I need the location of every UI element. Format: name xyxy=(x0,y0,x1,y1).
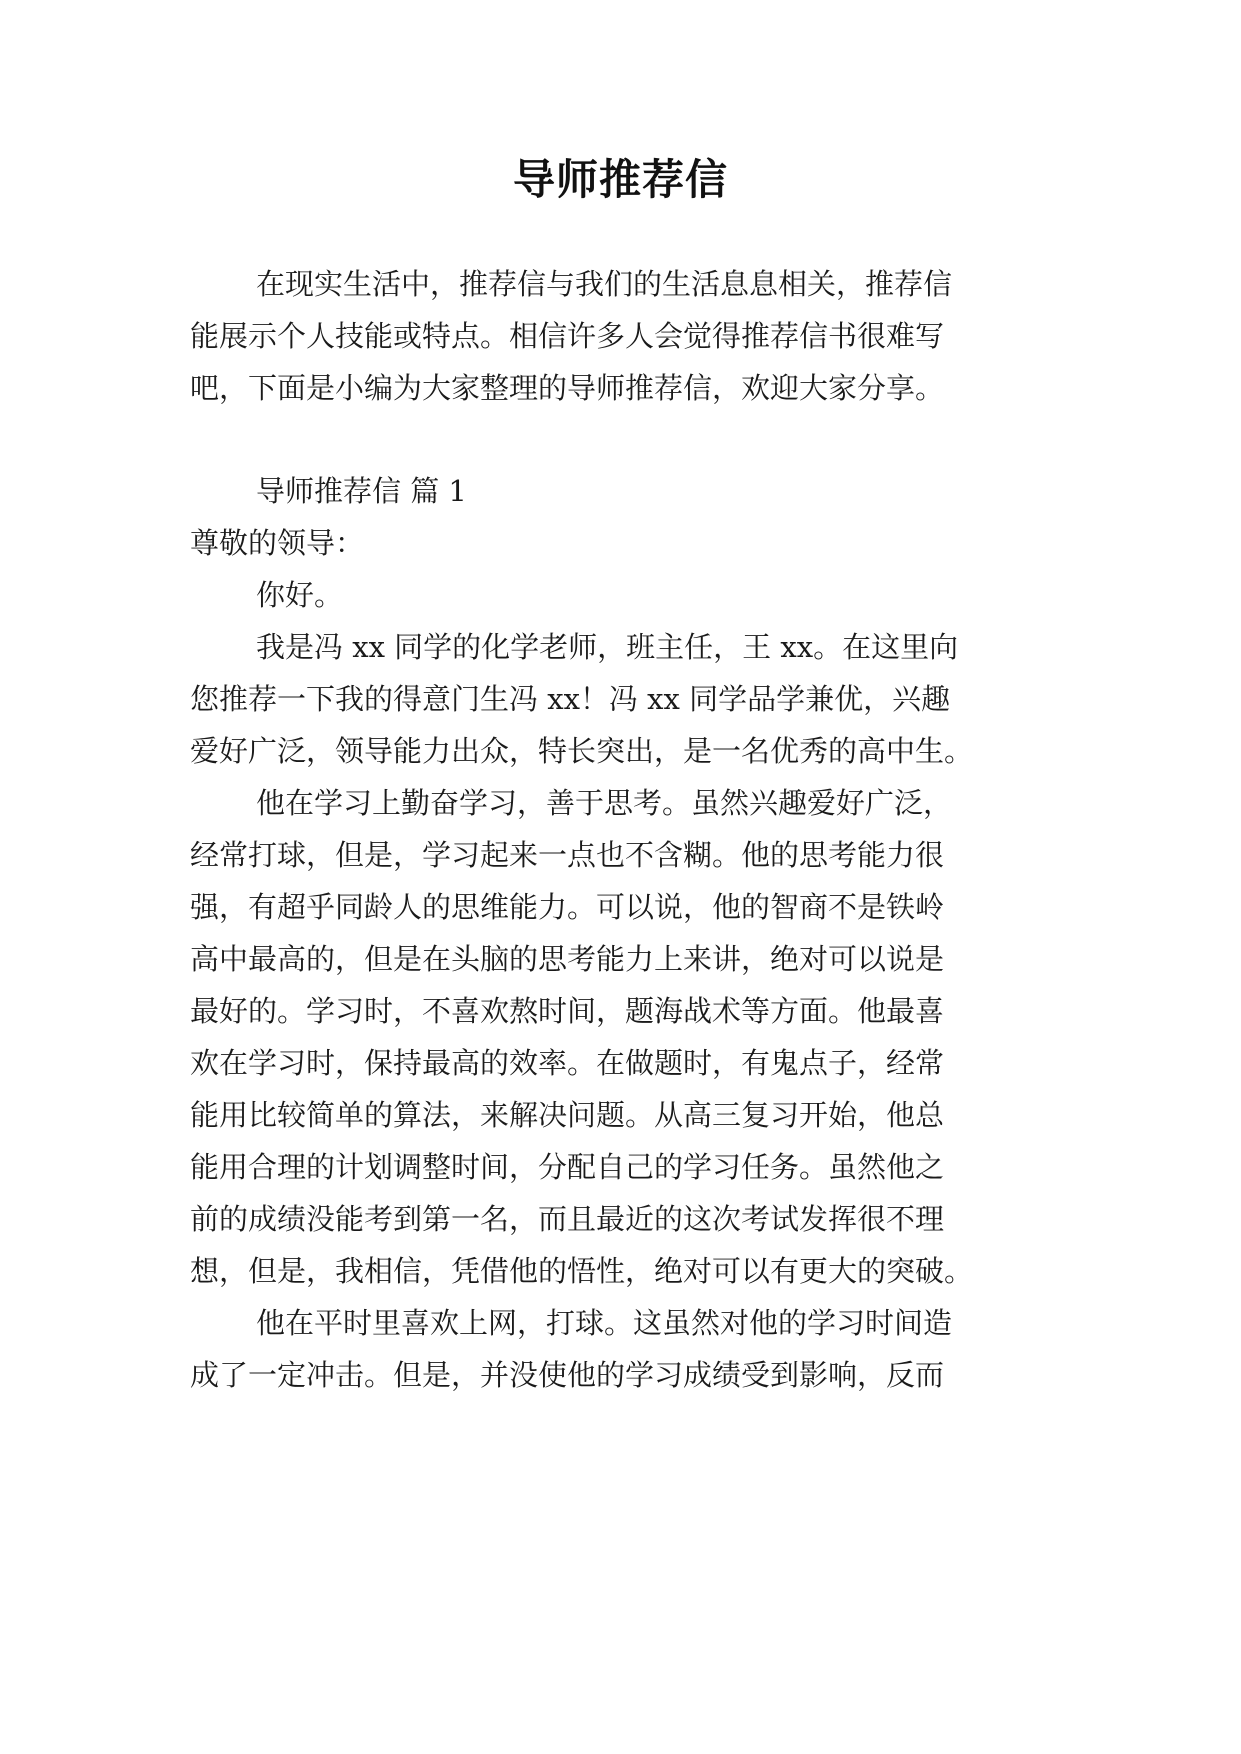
paragraph-line: 想，但是，我相信，凭借他的悟性，绝对可以有更大的突破。 xyxy=(190,1254,974,1288)
paragraph-line: 您推荐一下我的得意门生冯 xx！冯 xx 同学品学兼优，兴趣 xyxy=(190,682,951,716)
salutation: 尊敬的领导： xyxy=(190,526,365,560)
paragraph-line: 前的成绩没能考到第一名，而且最近的这次考试发挥很不理 xyxy=(190,1202,945,1236)
section-heading: 导师推荐信 篇 1 xyxy=(256,474,467,508)
document-title: 导师推荐信 xyxy=(512,155,728,204)
paragraph-line: 成了一定冲击。但是，并没使他的学习成绩受到影响，反而 xyxy=(190,1358,945,1392)
paragraph-line: 他在平时里喜欢上网，打球。这虽然对他的学习时间造 xyxy=(256,1306,953,1340)
paragraph-line: 经常打球，但是，学习起来一点也不含糊。他的思考能力很 xyxy=(190,838,945,872)
intro-line: 在现实生活中，推荐信与我们的生活息息相关，推荐信 xyxy=(256,267,953,301)
paragraph-line: 高中最高的，但是在头脑的思考能力上来讲，绝对可以说是 xyxy=(190,942,945,976)
intro-line: 吧，下面是小编为大家整理的导师推荐信，欢迎大家分享。 xyxy=(190,371,945,405)
paragraph-line: 欢在学习时，保持最高的效率。在做题时，有鬼点子，经常 xyxy=(190,1046,945,1080)
paragraph-line: 爱好广泛，领导能力出众，特长突出，是一名优秀的高中生。 xyxy=(190,734,974,768)
paragraph-line: 能用合理的计划调整时间，分配自己的学习任务。虽然他之 xyxy=(190,1150,945,1184)
paragraph-line: 最好的。学习时，不喜欢熬时间，题海战术等方面。他最喜 xyxy=(190,994,945,1028)
paragraph-line: 他在学习上勤奋学习，善于思考。虽然兴趣爱好广泛， xyxy=(256,786,953,820)
greeting: 你好。 xyxy=(256,578,344,612)
intro-line: 能展示个人技能或特点。相信许多人会觉得推荐信书很难写 xyxy=(190,319,945,353)
paragraph-line: 能用比较简单的算法，来解决问题。从高三复习开始，他总 xyxy=(190,1098,945,1132)
paragraph-line: 强，有超乎同龄人的思维能力。可以说，他的智商不是铁岭 xyxy=(190,890,945,924)
paragraph-line: 我是冯 xx 同学的化学老师，班主任，王 xx。在这里向 xyxy=(256,630,959,664)
